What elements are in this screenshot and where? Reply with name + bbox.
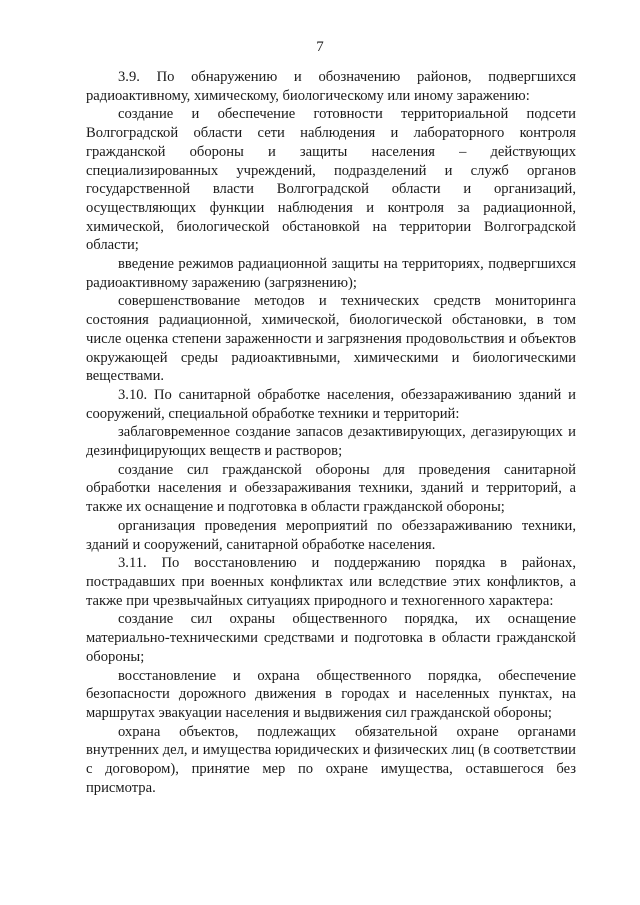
section-heading-3-10: 3.10. По санитарной обработке населения, обеззараживанию зданий и сооружений, специальной обработке техники и территорий: xyxy=(86,386,576,422)
list-item: организация проведения мероприятий по обеззараживанию техники, зданий и сооружений, санитарной обработке населения. xyxy=(86,517,576,553)
page-number: 7 xyxy=(316,39,324,55)
list-item: заблаговременное создание запасов дезактивирующих, дегазирующих и дезинфицирующих веществ и растворов; xyxy=(86,424,576,460)
list-item: восстановление и охрана общественного порядка, обеспечение безопасности дорожного движения в городах и населенных пунктах, на маршрутах эвакуации населения и выдвижения сил гражданской обороны; xyxy=(86,667,576,721)
list-item: создание сил гражданской обороны для проведения санитарной обработки населения и обеззараживания техники, зданий и территорий, а также их оснащение и подготовка в области гражданской обороны; xyxy=(86,461,576,516)
list-item: создание сил охраны общественного порядка, их оснащение материально-техническими средствами и подготовка в области гражданской обороны; xyxy=(86,611,576,665)
section-heading-3-9: 3.9. По обнаружению и обозначению районов, подвергшихся радиоактивному, химическому, биологическому или иному заражению: xyxy=(86,69,576,104)
list-item: охрана объектов, подлежащих обязательной охране органами внутренних дел, и имущества юридических и физических лиц (в соответствии с договором), принятие мер по охране имущества, оставшегося без присмотра. xyxy=(86,723,576,796)
list-item: создание и обеспечение готовности территориальной подсети Волгоградской области сети наблюдения и лабораторного контроля гражданской обороны и защиты населения – действующих специализированных учреждений, подразделений и служб органов государственной власти Волгоградской области и организаций, осуществляющих функции наблюдения и контроля за радиационной, химической, биологической обстановкой на территории Волгоградской области; xyxy=(86,106,576,254)
section-heading-3-11: 3.11. По восстановлению и поддержанию порядка в районах, пострадавших при военных конфликтах или вследствие этих конфликтов, а также при чрезвычайных ситуациях природного и техногенного характера: xyxy=(86,555,576,609)
document-body xyxy=(86,68,576,797)
list-item: введение режимов радиационной защиты на территориях, подвергшихся радиоактивному заражению (загрязнению); xyxy=(86,256,576,291)
list-item: совершенствование методов и технических средств мониторинга состояния радиационной, химической, биологической обстановки, в том числе оценка степени зараженности и загрязнения продовольствия и объектов окружающей среды радиоактивными, химическими и биологическими веществами. xyxy=(86,293,576,385)
